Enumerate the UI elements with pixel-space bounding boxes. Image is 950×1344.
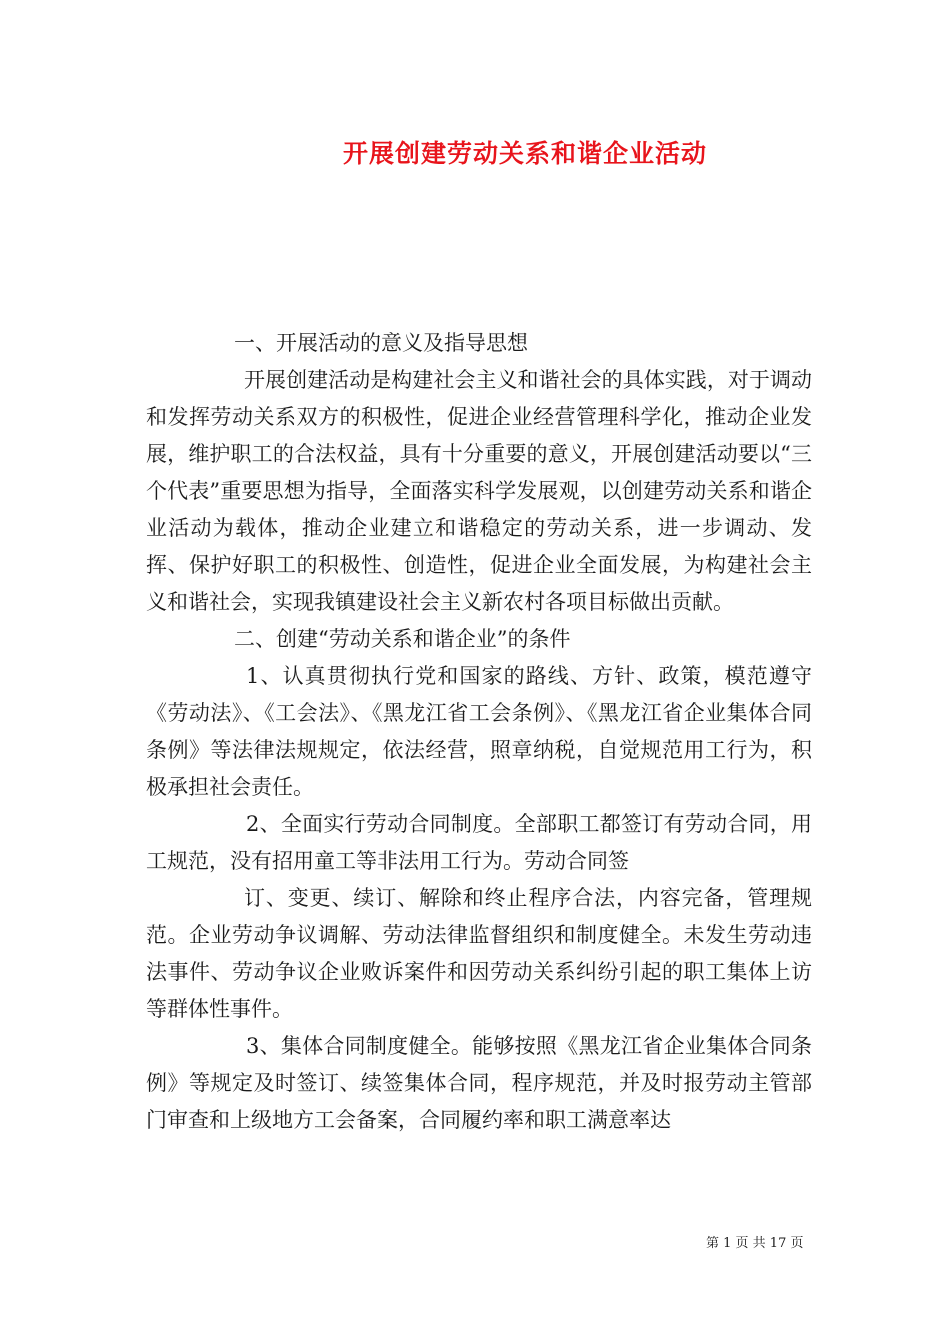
section-heading-2: 二、创建“劳动关系和谐企业”的条件 bbox=[234, 627, 571, 651]
document-body bbox=[146, 325, 812, 1139]
body-paragraph: 订、变更、续订、解除和终止程序合法，内容完备，管理规范。企业劳动争议调解、劳动法律监督组织和制度健全。未发生劳动违法事件、劳动争议企业败诉案件和因劳动关系纠纷引起的职工集体上访等群体性事件。 bbox=[146, 886, 812, 1021]
body-paragraph: 开展创建活动是构建社会主义和谐社会的具体实践，对于调动和发挥劳动关系双方的积极性，促进企业经营管理科学化，推动企业发展，维护职工的合法权益，具有十分重要的意义，开展创建活动要以“三个代表”重要思想为指导，全面落实科学发展观，以创建劳动关系和谐企业活动为载体，推动企业建立和谐稳定的劳动关系，进一步调动、发挥、保护好职工的积极性、创造性，促进企业全面发展，为构建社会主义和谐社会，实现我镇建设社会主义新农村各项目标做出贡献。 bbox=[146, 368, 812, 614]
body-paragraph: 1、认真贯彻执行党和国家的路线、方针、政策，模范遵守《劳动法》、《工会法》、《黑龙江省工会条例》、《黑龙江省企业集体合同条例》等法律法规规定，依法经营，照章纳税，自觉规范用工行为，积极承担社会责任。 bbox=[146, 664, 812, 799]
body-paragraph: 3、集体合同制度健全。能够按照《黑龙江省企业集体合同条例》等规定及时签订、续签集体合同，程序规范，并及时报劳动主管部门审查和上级地方工会备案，合同履约率和职工满意率达 bbox=[146, 1034, 812, 1132]
section-heading-1: 一、开展活动的意义及指导思想 bbox=[234, 331, 528, 355]
document-title: 开展创建劳动关系和谐企业活动 bbox=[342, 139, 707, 168]
body-paragraph: 2、全面实行劳动合同制度。全部职工都签订有劳动合同，用工规范，没有招用童工等非法用工行为。劳动合同签 bbox=[146, 812, 812, 873]
page-number: 第 1 页 共 17 页 bbox=[706, 1236, 804, 1251]
